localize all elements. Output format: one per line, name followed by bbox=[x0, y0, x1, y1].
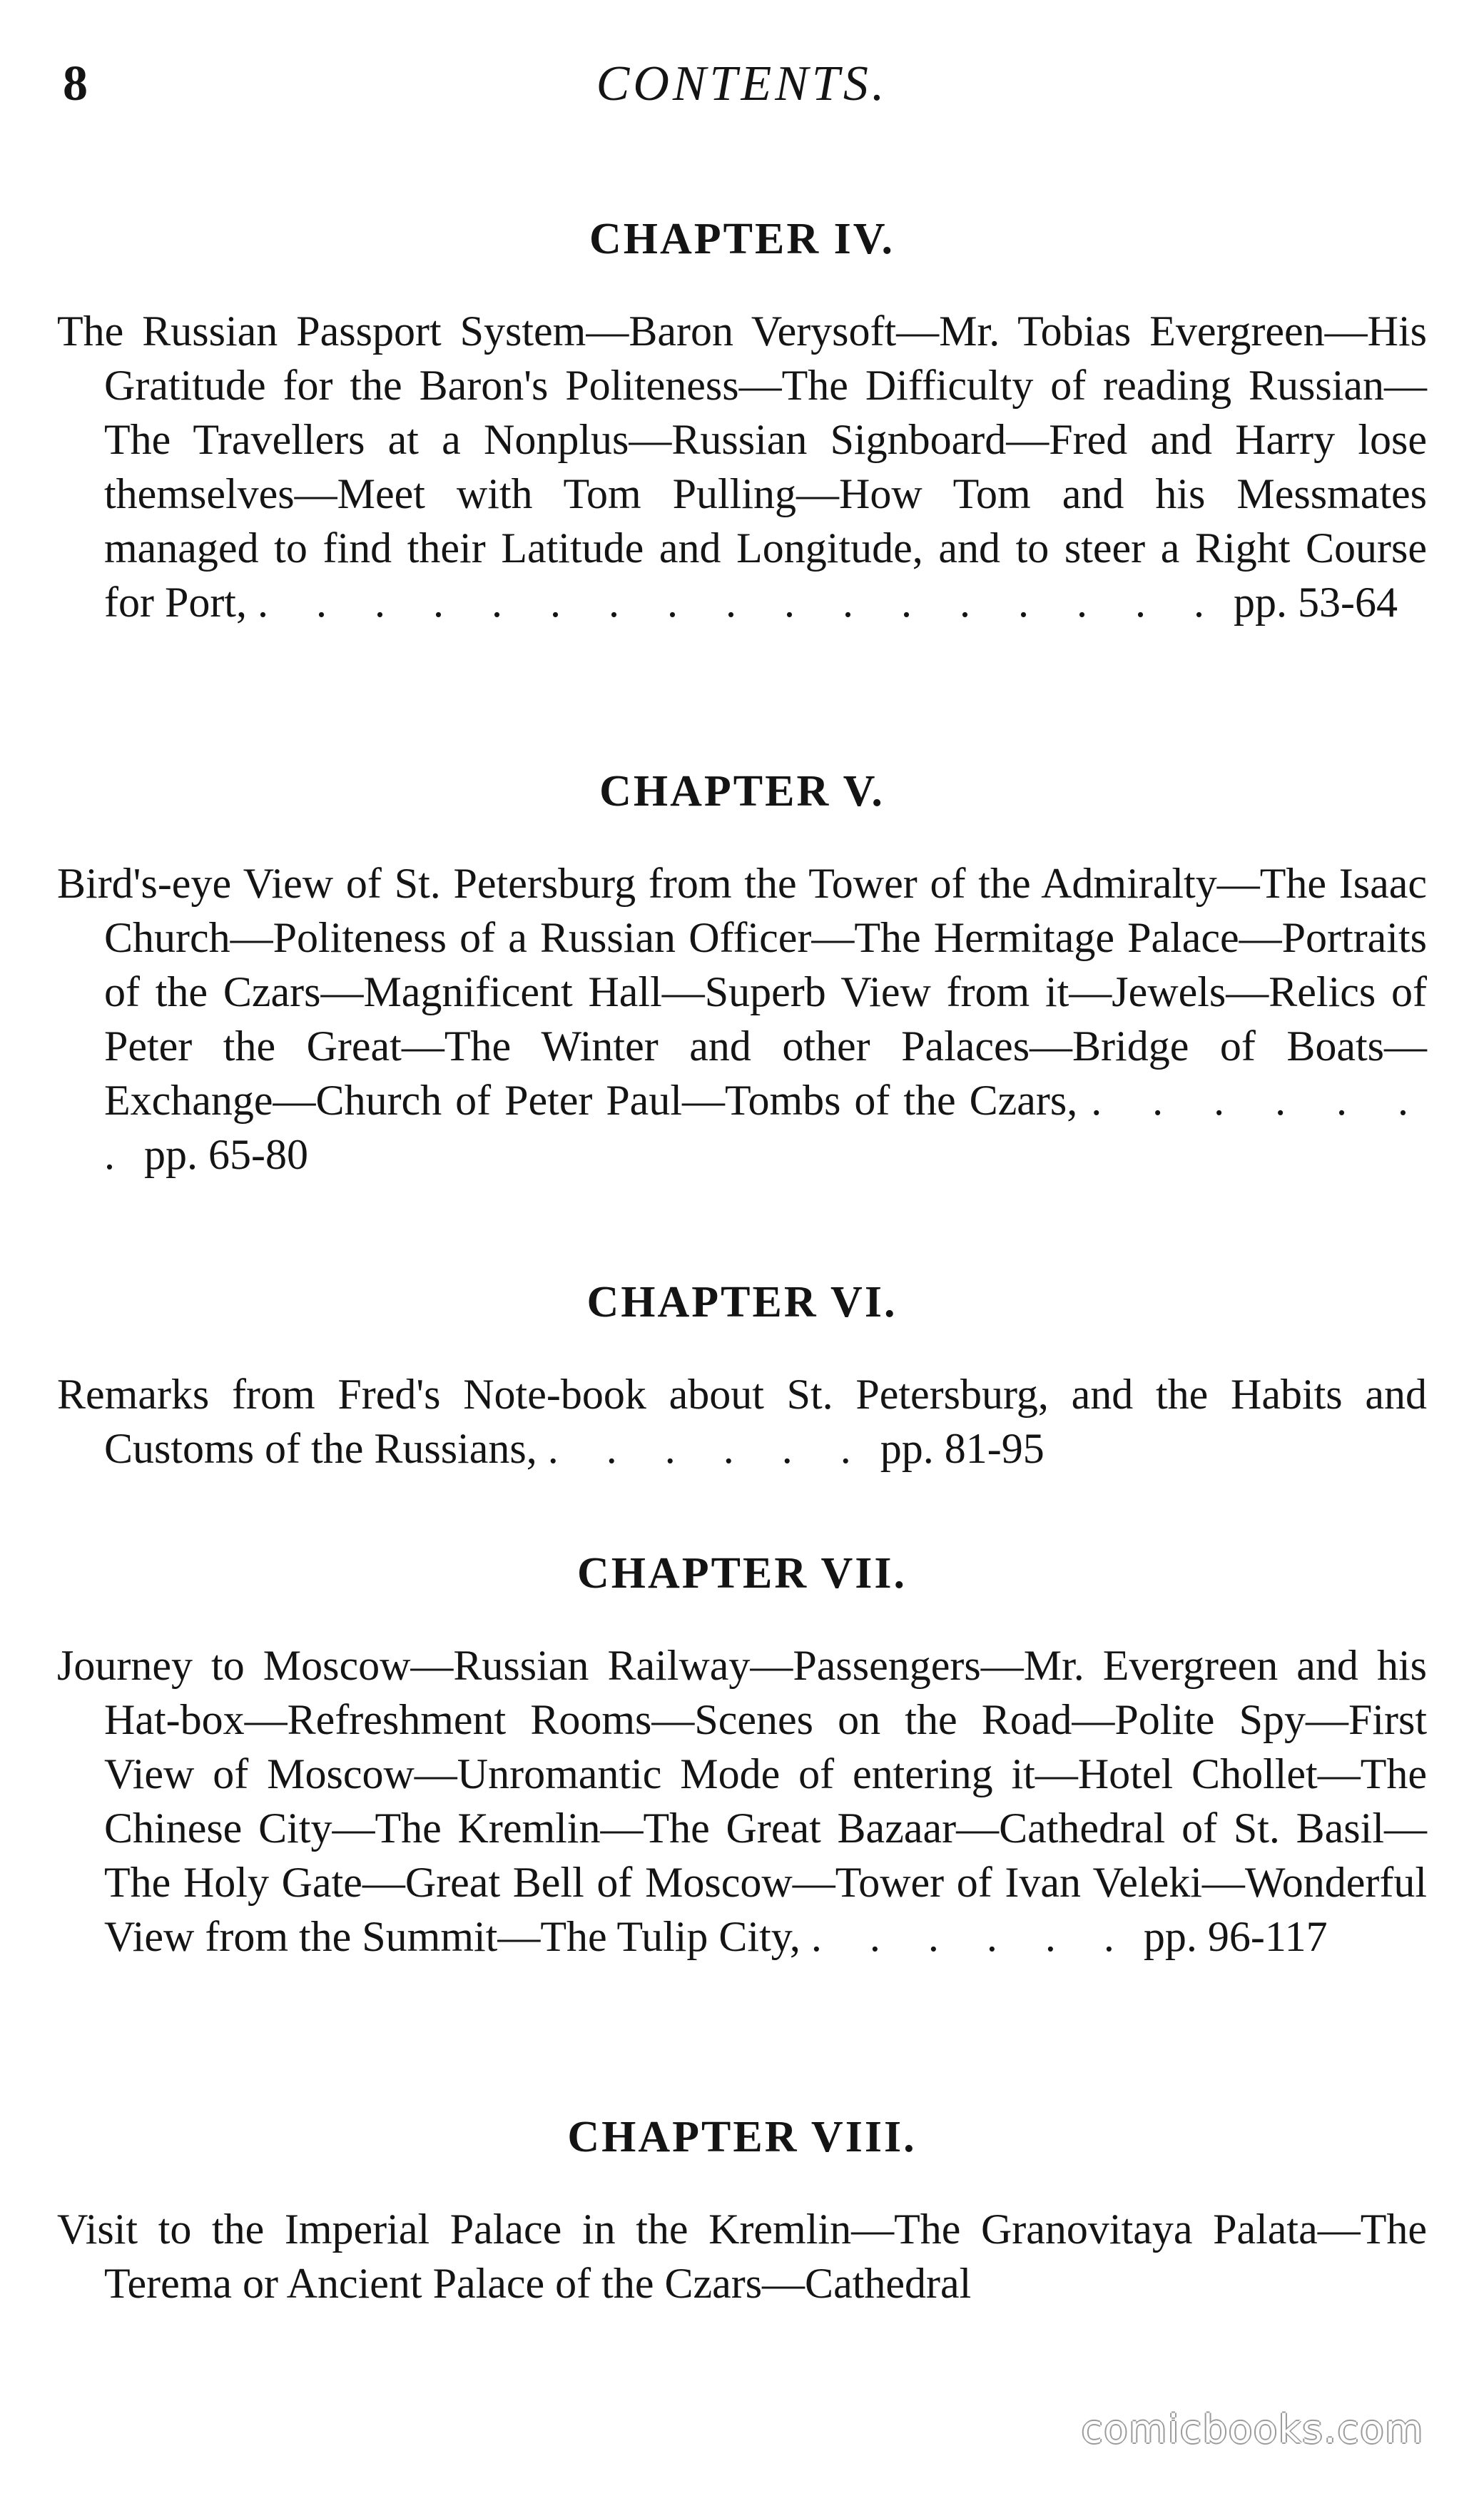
summary-text: Remarks from Fred's Note-book about St. Petersburg, and the Habits and Customs of the Russians, bbox=[57, 1371, 1427, 1472]
page-header bbox=[57, 56, 1427, 141]
page-range: pp. 65-80 bbox=[144, 1131, 308, 1178]
chapter-title: CHAPTER VI. bbox=[586, 1278, 898, 1326]
dot-leader: . . . . . . bbox=[547, 1425, 870, 1472]
chapter-title: CHAPTER IV. bbox=[589, 215, 895, 263]
dot-leader: . . . . . . . bbox=[104, 1077, 1428, 1178]
watermark: comicbooks.com bbox=[1081, 2407, 1424, 2452]
chapter-summary bbox=[57, 1638, 1427, 1964]
page-number: 8 bbox=[63, 56, 88, 111]
summary-text: Journey to Moscow—Russian Railway—Passengers—Mr. Evergreen and his Hat-box—Refreshment Rooms—Scenes on the Road—Polite Spy—First View of Moscow—Unromantic Mode of entering it—Hotel Chollet—The Chinese City—The Kremlin—The Great Bazaar—Cathedral of St. Basil—The Holy Gate—Great Bell of Moscow—Tower of Ivan Veleki—Wonderful View from the Summit—The Tulip City, bbox=[57, 1642, 1427, 1960]
chapter-summary bbox=[57, 856, 1427, 1182]
dot-leader: . . . . . . . . . . . . . . . . . bbox=[257, 579, 1223, 626]
page-range: pp. 53-64 bbox=[1233, 579, 1398, 626]
running-head: CONTENTS. bbox=[596, 56, 888, 111]
page-range: pp. 96-117 bbox=[1143, 1913, 1328, 1960]
summary-text: Visit to the Imperial Palace in the Kremlin—The Granovitaya Palata—The Terema or Ancient Palace of the Czars—Cathedral bbox=[57, 2206, 1427, 2307]
chapter-summary bbox=[57, 304, 1427, 629]
chapter-7-entry bbox=[57, 1548, 1427, 1964]
dot-leader: . . . . . . bbox=[810, 1913, 1133, 1960]
summary-text: Bird's-eye View of St. Petersburg from the Tower of the Admiralty—The Isaac Church—Politeness of a Russian Officer—The Hermitage Palace—Portraits of the Czars—Magnificent Hall—Superb View from it—Jewels—Relics of Peter the Great—The Winter and other Palaces—Bridge of Boats—Exchange—Church of Peter Paul—Tombs of the Czars, bbox=[57, 860, 1427, 1124]
chapter-title: CHAPTER V. bbox=[599, 767, 885, 816]
chapter-title: CHAPTER VIII. bbox=[567, 2113, 917, 2161]
summary-text: The Russian Passport System—Baron Verysoft—Mr. Tobias Evergreen—His Gratitude for the Baron's Politeness—The Difficulty of reading Russian—The Travellers at a Nonplus—Russian Signboard—Fred and Harry lose themselves—Meet with Tom Pulling—How Tom and his Messmates managed to find their Latitude and Longitude, and to steer a Right Course for Port, bbox=[57, 308, 1427, 626]
chapter-8-entry bbox=[57, 2112, 1427, 2310]
chapter-5-entry bbox=[57, 766, 1427, 1182]
chapter-title: CHAPTER VII. bbox=[576, 1549, 908, 1598]
chapter-summary bbox=[57, 2202, 1427, 2310]
chapter-4-entry bbox=[57, 214, 1427, 629]
chapter-6-entry bbox=[57, 1277, 1427, 1476]
page-range: pp. 81-95 bbox=[880, 1425, 1045, 1472]
chapter-summary bbox=[57, 1367, 1427, 1476]
